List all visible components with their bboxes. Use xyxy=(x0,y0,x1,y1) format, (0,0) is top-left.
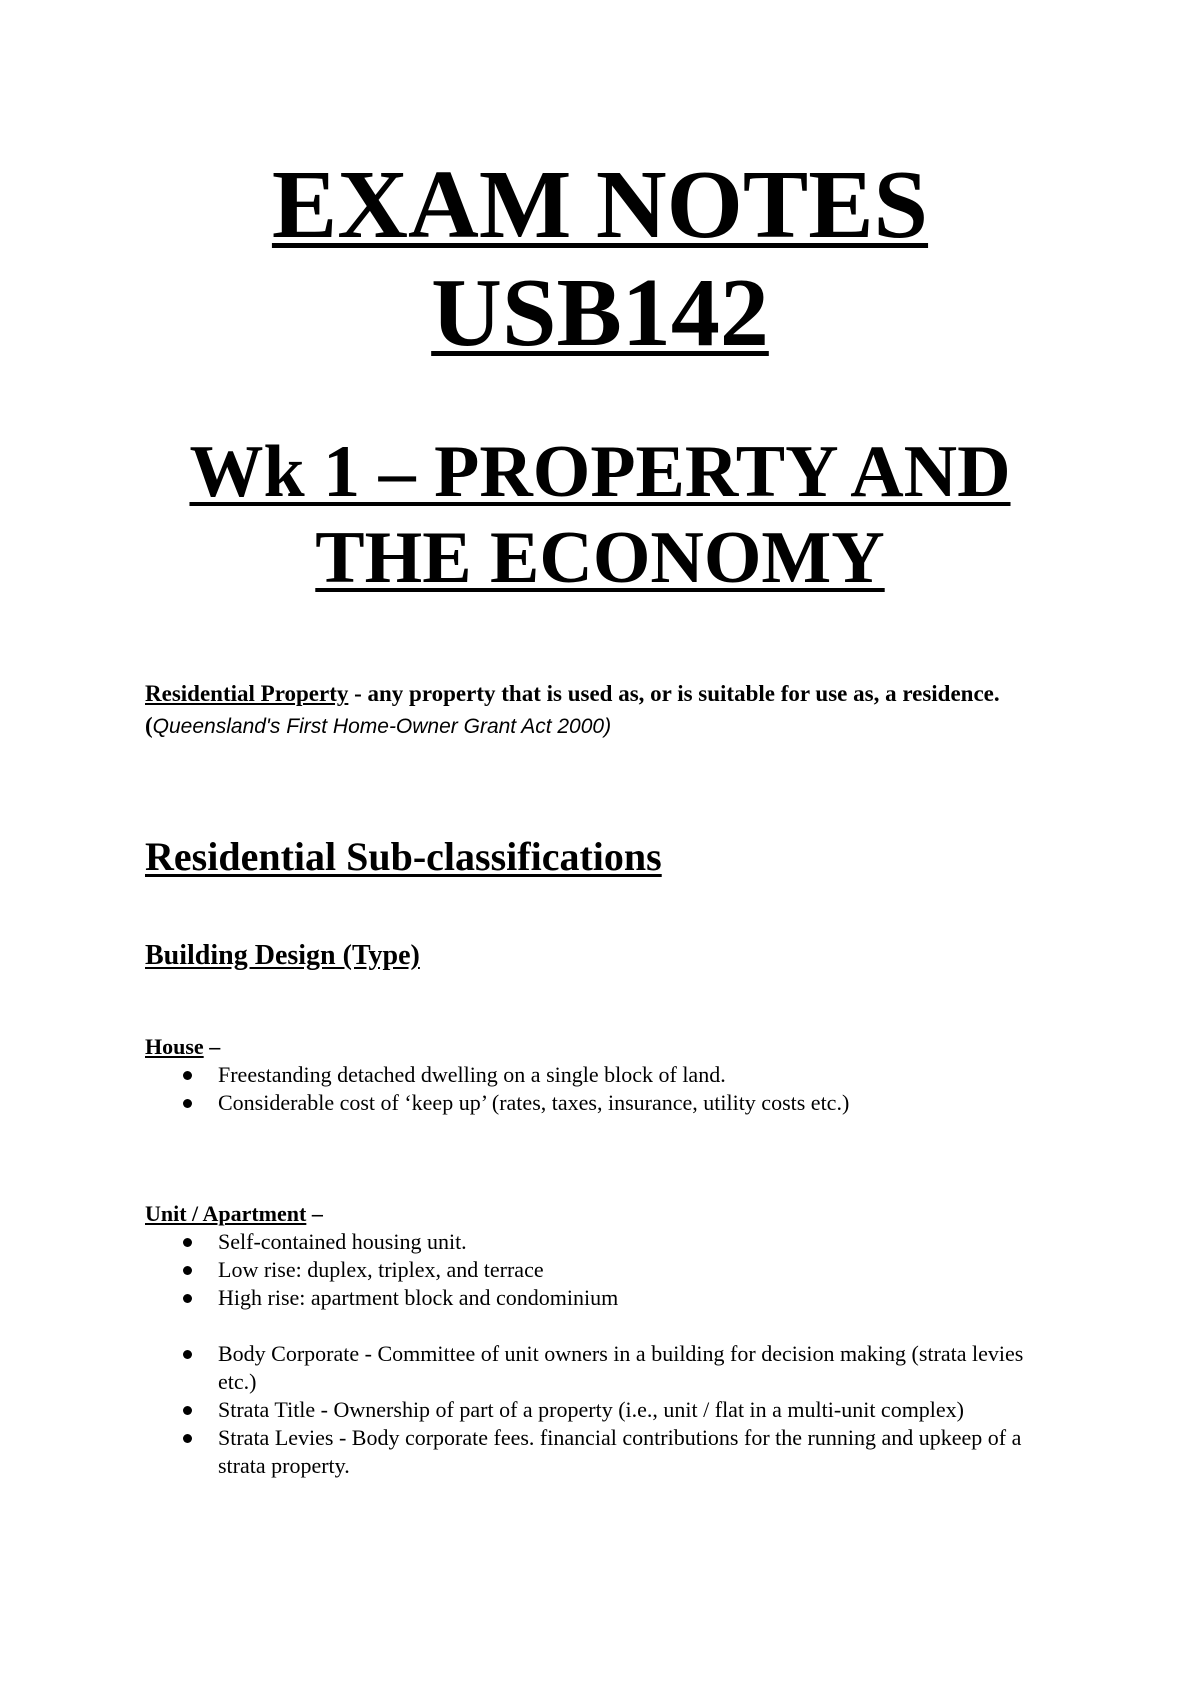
bullet-icon xyxy=(183,1266,192,1275)
bullet-icon xyxy=(183,1406,192,1415)
list-item-text: Strata Levies - Body corporate fees. financial contributions for the running and upkeep of a strata property. xyxy=(218,1425,1022,1478)
unit-bullet-list-2 xyxy=(145,1340,1065,1480)
unit-label-dash: – xyxy=(306,1201,323,1226)
title-week-line2: THE ECONOMY xyxy=(315,517,885,599)
list-item xyxy=(145,1089,1065,1117)
list-item-text: Considerable cost of ‘keep up’ (rates, taxes, insurance, utility costs etc.) xyxy=(218,1090,850,1115)
unit-section xyxy=(145,1200,1065,1480)
bullet-icon xyxy=(183,1434,192,1443)
list-item-text: Freestanding detached dwelling on a single block of land. xyxy=(218,1062,726,1087)
unit-label xyxy=(145,1200,1065,1228)
bullet-icon xyxy=(183,1238,192,1247)
bullet-icon xyxy=(183,1350,192,1359)
list-item-text: Self-contained housing unit. xyxy=(218,1229,467,1254)
definition-text: - any property that is used as, or is suitable for use as, a residence. ( xyxy=(145,681,1000,738)
list-item xyxy=(145,1340,1065,1396)
list-item xyxy=(145,1228,1065,1256)
house-label xyxy=(145,1033,1065,1061)
heading-building-design: Building Design (Type) xyxy=(145,940,420,971)
title-course-code: USB142 xyxy=(431,259,769,367)
bullet-icon xyxy=(183,1099,192,1108)
list-item xyxy=(145,1396,1065,1424)
definition-citation: Queensland's First Home-Owner Grant Act 2000) xyxy=(152,715,612,738)
list-item xyxy=(145,1284,1065,1312)
title-week-line1: Wk 1 – PROPERTY AND xyxy=(189,431,1011,513)
house-bullet-list xyxy=(145,1061,1065,1117)
bullet-icon xyxy=(183,1294,192,1303)
list-item-text: Low rise: duplex, triplex, and terrace xyxy=(218,1257,544,1282)
house-label-text: House xyxy=(145,1034,204,1059)
list-item-text: High rise: apartment block and condominium xyxy=(218,1285,619,1310)
bullet-icon xyxy=(183,1071,192,1080)
residential-property-definition xyxy=(145,678,1045,743)
unit-label-text: Unit / Apartment xyxy=(145,1201,307,1226)
list-item xyxy=(145,1424,1065,1480)
list-spacer xyxy=(145,1312,1065,1340)
title-exam-notes: EXAM NOTES xyxy=(271,151,929,259)
list-item xyxy=(145,1256,1065,1284)
house-label-dash: – xyxy=(203,1034,221,1059)
heading-residential-subclassifications: Residential Sub-classifications xyxy=(145,834,662,879)
house-section xyxy=(145,1033,1065,1117)
definition-term: Residential Property xyxy=(145,681,349,706)
list-item-text: Strata Title - Ownership of part of a property (i.e., unit / flat in a multi-unit complex) xyxy=(218,1397,965,1422)
unit-bullet-list xyxy=(145,1228,1065,1312)
list-item-text: Body Corporate - Committee of unit owners in a building for decision making (strata levies etc.) xyxy=(218,1341,1024,1394)
list-item xyxy=(145,1061,1065,1089)
